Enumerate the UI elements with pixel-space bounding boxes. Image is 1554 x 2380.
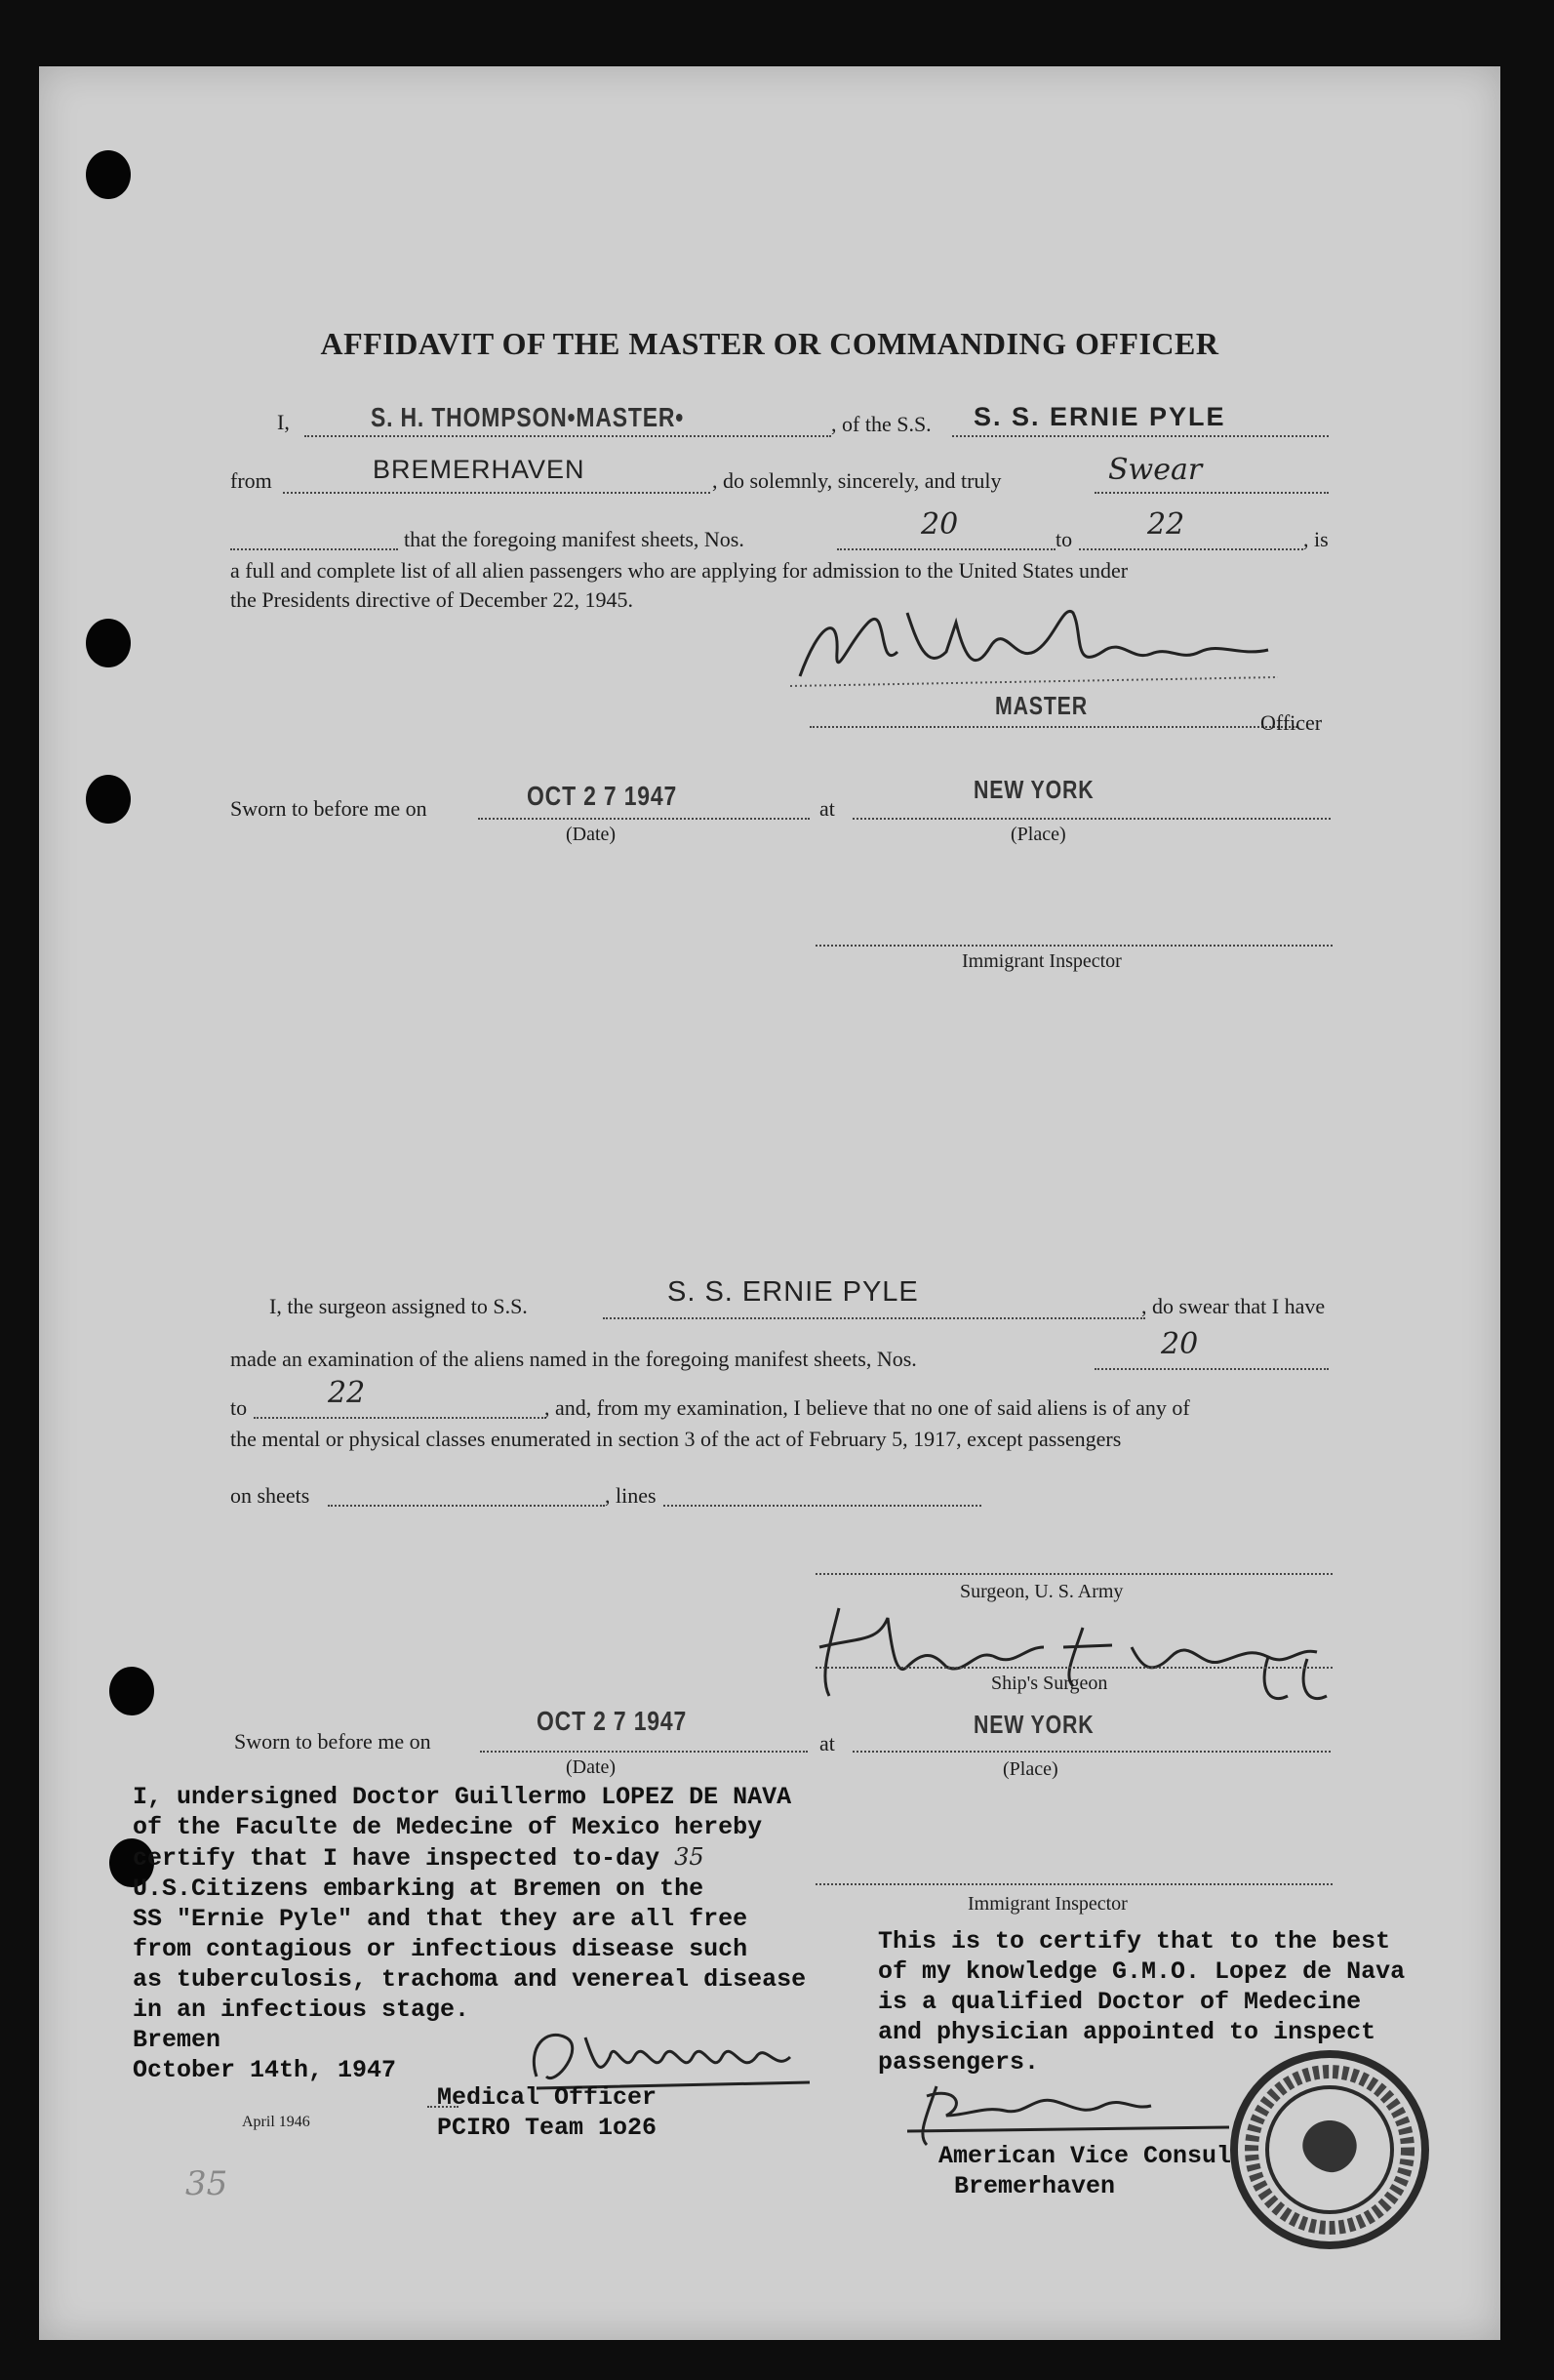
consul-signer — [938, 2141, 1231, 2201]
lines-label: , lines — [605, 1483, 657, 1508]
surgeon-signature — [800, 1589, 1346, 1715]
doctor-note-line: Bremen — [133, 2026, 221, 2054]
form-date: April 1946 — [242, 2114, 310, 2130]
punch-hole — [109, 1667, 154, 1715]
surgeon-inspector-label: Immigrant Inspector — [968, 1893, 1128, 1915]
master-inspector-label: Immigrant Inspector — [962, 950, 1122, 972]
surgeon-sworn-label: Sworn to before me on — [234, 1729, 431, 1754]
surgeon-text-line2: made an examination of the aliens named in the foregoing manifest sheets, Nos. — [230, 1347, 917, 1371]
margin-note: 35 — [185, 2164, 228, 2203]
doctor-note-line: in an infectious stage. — [133, 1996, 470, 2024]
doctor-signer-title: Medical Officer — [437, 2083, 657, 2112]
manifest-text: that the foregoing manifest sheets, Nos. — [404, 527, 744, 551]
surgeon-text-line3: , and, from my examination, I believe that no one of said aliens is of any of — [544, 1395, 1190, 1420]
ships-surgeon-line — [816, 1667, 1333, 1669]
doctor-signer — [437, 2082, 657, 2143]
officer-line — [810, 726, 1297, 728]
master-at-label: at — [819, 796, 835, 821]
doctor-note-line: I, undersigned Doctor Guillermo LOPEZ DE NAVA — [133, 1783, 792, 1811]
is-label: , is — [1303, 527, 1329, 551]
ships-surgeon-label: Ship's Surgeon — [991, 1673, 1108, 1694]
master-date-line — [478, 818, 810, 820]
master-sworn-label: Sworn to before me on — [230, 796, 427, 821]
doctor-note-line-text: certify that I have inspected to-day — [133, 1844, 660, 1873]
doctor-note-line: October 14th, 1947 — [133, 2056, 397, 2084]
lines-line — [663, 1505, 981, 1507]
doctor-note-line — [133, 1842, 806, 1874]
consul-signer-place: Bremerhaven — [954, 2172, 1116, 2200]
surgeon-date: OCT 2 7 1947 — [537, 1706, 688, 1736]
surgeon-sheet-from: 20 — [1161, 1327, 1199, 1361]
master-inspector-line — [816, 945, 1333, 947]
punch-hole — [86, 619, 131, 667]
doctor-note-line: SS "Ernie Pyle" and that they are all free — [133, 1905, 748, 1933]
master-place: NEW YORK — [974, 775, 1095, 804]
from-line — [283, 492, 710, 494]
consulate-seal — [1227, 2047, 1432, 2252]
consul-note-line: is a qualified Doctor of Medecine — [878, 1988, 1362, 2016]
master-prefix: I, — [277, 410, 290, 434]
consul-note-line: of my knowledge G.M.O. Lopez de Nava — [878, 1957, 1406, 1986]
of-the-ss-label: , of the S.S. — [831, 412, 932, 436]
surgeon-inspector-line — [816, 1883, 1333, 1885]
consul-note-line: This is to certify that to the best — [878, 1927, 1391, 1956]
punch-hole — [86, 150, 131, 199]
surgeon-text-line4: the mental or physical classes enumerated in section 3 of the act of February 5, 1917, except passengers — [230, 1427, 1122, 1451]
to-label: to — [1056, 527, 1073, 551]
blank-line — [230, 548, 398, 550]
doctor-note-line: as tuberculosis, trachoma and venereal disease — [133, 1965, 807, 1994]
surgeon-place: NEW YORK — [974, 1710, 1095, 1739]
army-label: Surgeon, U. S. Army — [960, 1581, 1124, 1602]
from-port: BREMERHAVEN — [373, 455, 585, 484]
master-signature — [780, 584, 1288, 701]
sheet-from-line — [837, 548, 1056, 550]
surgeon-at-label: at — [819, 1731, 835, 1755]
surgeon-place-line — [853, 1751, 1331, 1753]
oath-word: Swear — [1108, 453, 1203, 487]
surgeon-place-caption: (Place) — [1003, 1758, 1058, 1780]
surgeon-ship-line — [603, 1317, 1145, 1319]
consul-signer-title: American Vice Consul — [938, 2142, 1232, 2170]
master-rank: MASTER — [995, 691, 1088, 720]
page-title: AFFIDAVIT OF THE MASTER OR COMMANDING OFFICER — [320, 326, 1219, 361]
on-sheets-label: on sheets — [230, 1483, 310, 1508]
on-sheets-line — [328, 1505, 605, 1507]
punch-hole — [86, 775, 131, 824]
surgeon-ship: S. S. ERNIE PYLE — [667, 1276, 919, 1308]
affidavit-page — [39, 66, 1500, 2340]
master-date: OCT 2 7 1947 — [527, 781, 678, 811]
master-place-caption: (Place) — [1011, 824, 1066, 845]
master-text-line2: a full and complete list of all alien passengers who are applying for admission to the United States under — [230, 558, 1129, 583]
surgeon-date-caption: (Date) — [566, 1756, 617, 1778]
master-place-line — [853, 818, 1331, 820]
surgeon-intro: I, the surgeon assigned to S.S. — [269, 1294, 528, 1318]
oath-line — [1095, 492, 1329, 494]
doctor-note-line: U.S.Citizens embarking at Bremen on the — [133, 1875, 704, 1903]
from-label: from — [230, 468, 272, 493]
doctor-note-line: of the Faculte de Medecine of Mexico hereby — [133, 1813, 763, 1841]
consul-note-line: and physician appointed to inspect — [878, 2018, 1376, 2046]
officer-label: Officer — [1260, 710, 1323, 735]
master-date-caption: (Date) — [566, 824, 617, 845]
doctor-note-count: 35 — [674, 1843, 704, 1871]
solemnly-text: , do solemnly, sincerely, and truly — [712, 468, 1002, 493]
sheet-from: 20 — [921, 507, 959, 542]
doctor-signer-team: PCIRO Team 1o26 — [437, 2114, 657, 2142]
surgeon-sheet-from-line — [1095, 1368, 1329, 1370]
surgeon-date-line — [480, 1751, 808, 1753]
master-name: S. H. THOMPSON•MASTER• — [371, 402, 685, 432]
surgeon-sheet-to: 22 — [328, 1376, 366, 1410]
sheet-to: 22 — [1147, 507, 1185, 542]
sheet-to-line — [1079, 548, 1303, 550]
army-line — [816, 1573, 1333, 1575]
doctor-note-line: from contagious or infectious disease such — [133, 1935, 748, 1963]
master-text-line3: the Presidents directive of December 22, 1945. — [230, 587, 633, 612]
surgeon-sheet-to-line — [254, 1417, 546, 1419]
master-ship: S. S. ERNIE PYLE — [974, 402, 1226, 431]
consul-note-line: passengers. — [878, 2048, 1040, 2077]
ship-line — [952, 435, 1329, 437]
surgeon-swear: , do swear that I have — [1141, 1294, 1326, 1318]
surgeon-to-label: to — [230, 1395, 248, 1420]
name-line — [304, 435, 831, 437]
